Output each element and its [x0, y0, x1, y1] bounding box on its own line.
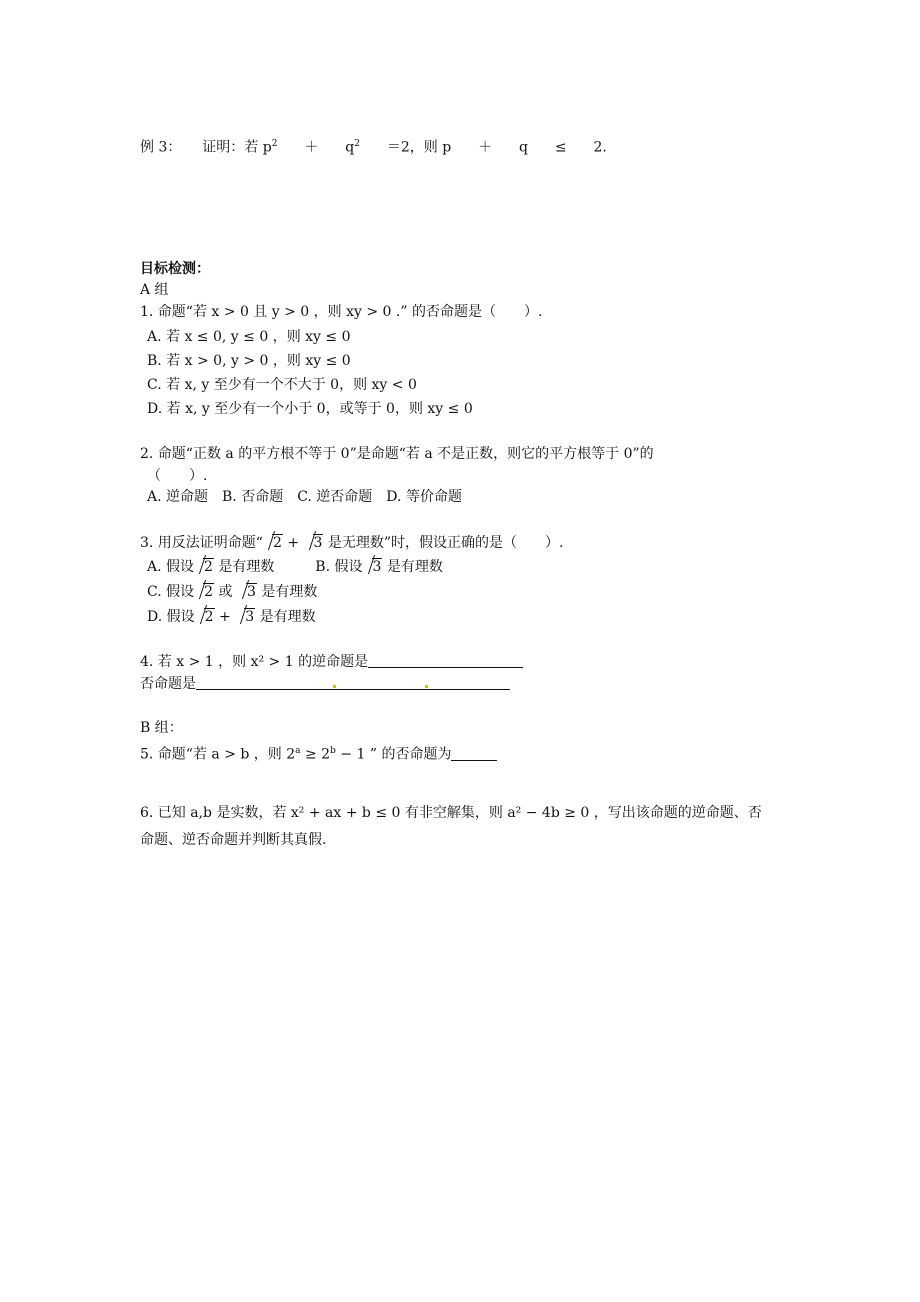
q1-option-b: B. 若 x > 0, y > 0 ，则 xy ≤ 0	[147, 353, 351, 369]
group-a-label: A 组	[140, 282, 169, 298]
q3-plus: +	[287, 535, 300, 551]
q1-option-d: D. 若 x, y 至少有一个小于 0，或等于 0，则 xy ≤ 0	[147, 401, 473, 417]
q6-line2: 命题、逆否命题并判断其真假.	[140, 832, 327, 848]
q5-post: − 1 ” 的否命题为	[335, 746, 452, 763]
q4-answer-blank-2[interactable]	[196, 675, 510, 690]
sqrt-2: 2	[194, 557, 214, 577]
example-3-q: q	[345, 139, 355, 156]
sqrt-2: 2	[263, 533, 283, 553]
q2-stem-line1: 2. 命题“正数 a 的平方根不等于 0”是命题“若 a 不是正数，则它的平方根等于 0”的	[140, 446, 654, 462]
q4-answer-blank-1[interactable]	[368, 653, 523, 668]
q1-option-c: C. 若 x, y 至少有一个不大于 0，则 xy < 0	[147, 377, 417, 393]
scan-dot	[333, 685, 336, 688]
example-3-label: 例 3：	[140, 139, 182, 156]
q3-plus: +	[219, 609, 231, 625]
q3-option-a-post: 是有理数	[213, 559, 275, 575]
q4-line2	[140, 674, 510, 694]
q3-row-ab	[147, 557, 443, 577]
q2-stem-line2: （ ）.	[147, 468, 208, 484]
q3-option-c-mid: 或	[214, 584, 237, 600]
q5-sup-a: a	[295, 746, 301, 756]
q5-pre: 5. 命题“若 a > b ，则 2	[140, 746, 296, 763]
q3-stem-post: 是无理数”时，假设正确的是（ ）.	[323, 535, 564, 551]
q3-option-d-post: 是有理数	[255, 609, 316, 625]
q5-sup-b: b	[330, 746, 336, 756]
q3-stem-pre: 3. 用反法证明命题“	[140, 535, 263, 551]
sqrt-2: 2	[195, 607, 215, 627]
q4-text: 4. 若 x > 1 ，则 x² > 1 的逆命题是	[140, 654, 369, 670]
q3-option-a-pre: A. 假设	[147, 559, 195, 575]
q3-option-c	[147, 582, 317, 602]
sqrt-3: 3	[363, 557, 383, 577]
q1-stem: 1. 命题“若 x > 0 且 y > 0 ，则 xy > 0 .” 的否命题是（ ）.	[140, 304, 543, 320]
q3-option-d-pre: D. 假设	[147, 609, 195, 625]
example-3-q2: q	[518, 139, 528, 156]
q3-option-d	[147, 607, 316, 627]
example-3-leq: ≤	[554, 139, 567, 156]
example-3-end: 2．	[593, 139, 617, 156]
q3-option-b-post: 是有理数	[382, 559, 443, 575]
example-3-text: 证明：若 p	[202, 139, 272, 156]
q6-line1: 6. 已知 a,b 是实数，若 x² + ax + b ≤ 0 有非空解集，则 a² − 4b ≥ 0 ，写出该命题的逆命题、否	[140, 805, 762, 821]
section-heading: 目标检测：	[140, 261, 210, 277]
q4-text-2: 否命题是	[140, 676, 196, 692]
example-3-eq: ＝2，则 p	[386, 139, 452, 156]
sqrt-3: 3	[235, 607, 255, 627]
q4-line1	[140, 652, 523, 672]
q1-option-a: A. 若 x ≤ 0, y ≤ 0 ，则 xy ≤ 0	[147, 329, 351, 345]
scan-dot	[425, 685, 428, 688]
q5-answer-blank[interactable]	[451, 746, 497, 761]
example-3-plus: ＋	[304, 139, 319, 156]
example-3	[140, 134, 616, 158]
q3-option-c-pre: C. 假设	[147, 584, 195, 600]
q3-option-c-post: 是有理数	[256, 584, 318, 600]
q5-line	[140, 741, 497, 765]
q3-stem	[140, 533, 564, 553]
group-b-label: B 组：	[140, 720, 183, 736]
q2-options: A. 逆命题 B. 否命题 C. 逆否命题 D. 等价命题	[147, 489, 462, 505]
q3-option-b-pre: B. 假设	[315, 559, 363, 575]
example-3-sup-b: 2	[354, 139, 360, 149]
sqrt-3: 3	[237, 582, 257, 602]
sqrt-3: 3	[304, 533, 324, 553]
example-3-sup-a: 2	[271, 139, 278, 149]
q5-mid: ≥ 2	[300, 746, 331, 763]
sqrt-2: 2	[194, 582, 214, 602]
example-3-plus2: ＋	[478, 139, 493, 156]
